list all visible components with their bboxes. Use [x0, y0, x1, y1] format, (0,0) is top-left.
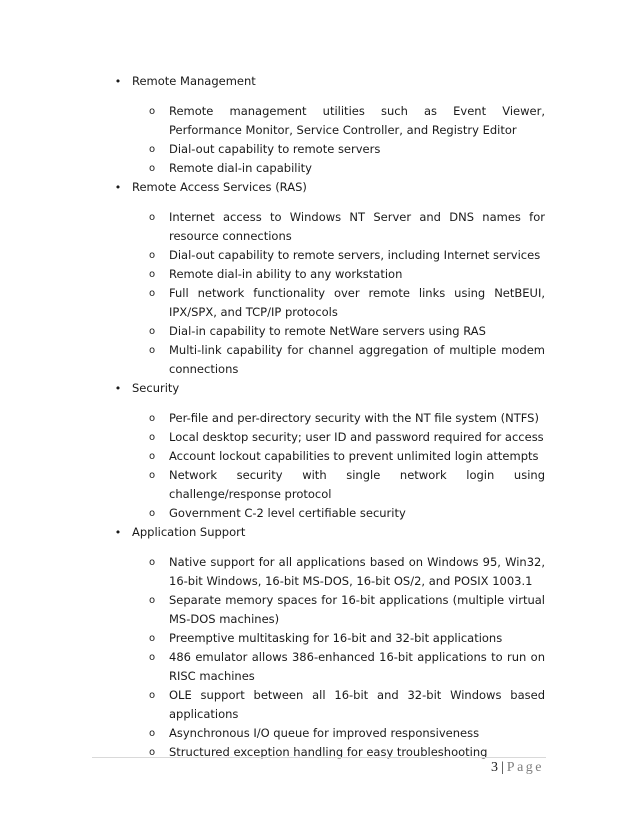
list-item [0, 409, 545, 428]
section-title: Remote Access Services (RAS) [132, 180, 307, 194]
bullet-icon: • [114, 75, 122, 88]
section-heading [0, 523, 638, 542]
list-item-text: Per-file and per-directory security with the NT file system (NTFS) [169, 411, 539, 425]
circle-bullet-icon: o [148, 212, 156, 223]
list-item-text: Native support for all applications based on Windows 95, Win32, 16-bit Windows, 16-bit MS-DOS, 16-bit OS/2, and POSIX 1003.1 [169, 555, 545, 588]
list-item-text: Internet access to Windows NT Server and DNS names for resource connections [169, 210, 545, 243]
circle-bullet-icon: o [148, 747, 156, 758]
list-item-text: Remote dial-in capability [169, 161, 312, 175]
circle-bullet-icon: o [148, 144, 156, 155]
list-item-text: Preemptive multitasking for 16-bit and 32-bit applications [169, 631, 503, 645]
list-item-text: OLE support between all 16-bit and 32-bit Windows based applications [169, 688, 545, 721]
list-item-text: 486 emulator allows 386-enhanced 16-bit applications to run on RISC machines [169, 650, 545, 683]
section-heading [0, 379, 638, 398]
list-item-text: Asynchronous I/O queue for improved responsiveness [169, 726, 480, 740]
circle-bullet-icon: o [148, 470, 156, 481]
section-title: Security [132, 381, 180, 395]
list-item [0, 724, 545, 743]
section-title: Application Support [132, 525, 246, 539]
section [0, 523, 638, 762]
list-item-text: Multi-link capability for channel aggregation of multiple modem connections [169, 343, 545, 376]
section [0, 379, 638, 523]
sub-list [0, 208, 638, 379]
page-label: Page [506, 760, 544, 775]
section [0, 72, 638, 178]
list-item [0, 504, 545, 523]
circle-bullet-icon: o [148, 269, 156, 280]
list-item [0, 284, 545, 322]
list-item-text: Separate memory spaces for 16-bit applications (multiple virtual MS-DOS machines) [169, 593, 545, 626]
list-item [0, 648, 545, 686]
list-item-text: Structured exception handling for easy troubleshooting [169, 745, 488, 759]
page-separator: | [500, 760, 504, 775]
circle-bullet-icon: o [148, 557, 156, 568]
bullet-list [0, 72, 638, 762]
circle-bullet-icon: o [148, 163, 156, 174]
circle-bullet-icon: o [148, 326, 156, 337]
footer-rule [92, 757, 546, 758]
bullet-icon: • [114, 181, 122, 194]
bullet-icon: • [114, 526, 122, 539]
list-item [0, 686, 545, 724]
page-footer [300, 760, 544, 776]
circle-bullet-icon: o [148, 413, 156, 424]
list-item [0, 341, 545, 379]
list-item [0, 466, 545, 504]
list-item [0, 246, 545, 265]
list-item-text: Dial-out capability to remote servers [169, 142, 381, 156]
circle-bullet-icon: o [148, 432, 156, 443]
list-item-text: Dial-in capability to remote NetWare servers using RAS [169, 324, 486, 338]
list-item [0, 208, 545, 246]
section [0, 178, 638, 379]
list-item-text: Dial-out capability to remote servers, including Internet services [169, 248, 541, 262]
circle-bullet-icon: o [148, 250, 156, 261]
sub-list [0, 102, 638, 178]
list-item [0, 591, 545, 629]
list-item [0, 629, 545, 648]
list-item-text: Network security with single network login using challenge/response protocol [169, 468, 545, 501]
sub-list [0, 553, 638, 762]
section-heading [0, 178, 638, 197]
list-item [0, 140, 545, 159]
circle-bullet-icon: o [148, 633, 156, 644]
circle-bullet-icon: o [148, 690, 156, 701]
list-item-text: Remote dial-in ability to any workstation [169, 267, 403, 281]
list-item-text: Account lockout capabilities to prevent unlimited login attempts [169, 449, 539, 463]
list-item-text: Full network functionality over remote links using NetBEUI, IPX/SPX, and TCP/IP protocols [169, 286, 545, 319]
section-title: Remote Management [132, 74, 256, 88]
list-item [0, 428, 545, 447]
circle-bullet-icon: o [148, 345, 156, 356]
list-item [0, 159, 545, 178]
circle-bullet-icon: o [148, 595, 156, 606]
circle-bullet-icon: o [148, 728, 156, 739]
circle-bullet-icon: o [148, 508, 156, 519]
circle-bullet-icon: o [148, 106, 156, 117]
list-item [0, 322, 545, 341]
list-item-text: Remote management utilities such as Event Viewer, Performance Monitor, Service Controller, and Registry Editor [169, 104, 545, 137]
list-item-text: Government C-2 level certifiable security [169, 506, 406, 520]
circle-bullet-icon: o [148, 451, 156, 462]
bullet-icon: • [114, 382, 122, 395]
circle-bullet-icon: o [148, 288, 156, 299]
list-item [0, 102, 545, 140]
list-item [0, 447, 545, 466]
sub-list [0, 409, 638, 523]
page-number: 3 [490, 760, 498, 775]
list-item [0, 265, 545, 284]
list-item-text: Local desktop security; user ID and password required for access [169, 430, 544, 444]
section-heading [0, 72, 638, 91]
list-item [0, 553, 545, 591]
circle-bullet-icon: o [148, 652, 156, 663]
